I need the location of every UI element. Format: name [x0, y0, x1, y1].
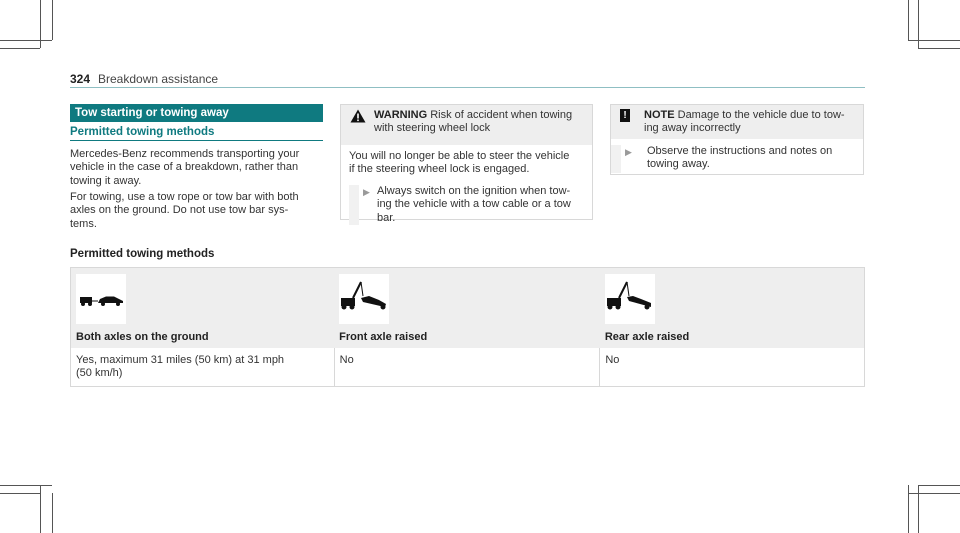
text-line: towing it away. — [70, 174, 142, 187]
crop-mark — [918, 485, 960, 486]
note-header — [611, 105, 863, 139]
crop-mark — [0, 485, 52, 486]
warning-label: WARNING — [374, 109, 428, 121]
text-line: (50 km/h) — [76, 366, 123, 379]
note-heading-text: Damage to the vehicle due to tow- — [677, 109, 845, 121]
text-line: tems. — [70, 217, 97, 230]
step-arrow-icon: ▶ — [363, 186, 370, 197]
warning-heading-line — [374, 109, 584, 122]
header-divider — [70, 87, 865, 88]
warning-heading-text: Risk of accident when towing — [430, 109, 573, 121]
warning-step — [349, 185, 584, 225]
note-box — [610, 104, 864, 175]
table-header-row — [71, 268, 865, 348]
crop-mark — [52, 493, 53, 533]
table-cell — [334, 348, 600, 387]
warning-triangle-icon — [350, 109, 366, 123]
section-subheading: Permitted towing methods — [70, 126, 215, 138]
table-header-cell — [600, 268, 865, 348]
table-cell — [600, 348, 865, 387]
method-label: Front axle raised — [339, 331, 428, 343]
note-step — [611, 139, 863, 172]
crop-mark — [0, 493, 40, 494]
method-label: Both axles on the ground — [76, 331, 209, 343]
note-exclamation-icon: ! — [620, 109, 630, 122]
text-line: if the steering wheel lock is engaged. — [349, 163, 530, 176]
warning-body — [341, 145, 592, 225]
note-heading-line: ing away incorrectly — [644, 122, 741, 135]
step-arrow-icon: ▶ — [625, 147, 632, 157]
crop-mark — [908, 0, 909, 40]
tow-truck-rear-raised-icon — [605, 274, 655, 324]
crop-mark — [908, 485, 909, 533]
note-heading-line — [644, 109, 855, 122]
subheading-divider — [70, 140, 323, 141]
crop-mark — [908, 40, 960, 41]
table-title: Permitted towing methods — [70, 248, 215, 260]
text-line: No — [339, 353, 354, 366]
table-row — [71, 348, 865, 387]
warning-box — [340, 104, 593, 224]
text-line: ing the vehicle with a tow cable or a tow — [377, 198, 571, 211]
warning-step-text — [349, 185, 584, 225]
crop-mark — [52, 0, 53, 40]
warning-heading-line: with steering wheel lock — [374, 122, 491, 135]
crop-mark — [908, 493, 960, 494]
text-line: axles on the ground. Do not use tow bar sys- — [70, 204, 289, 217]
crop-mark — [40, 485, 41, 533]
section-title: Tow starting or towing away — [70, 104, 323, 122]
warning-header — [341, 105, 592, 145]
crop-mark — [918, 48, 960, 49]
table-header-cell — [71, 268, 335, 348]
crop-mark — [0, 40, 52, 41]
crop-mark — [0, 48, 40, 49]
towing-paragraph — [70, 191, 323, 231]
table-header-cell — [334, 268, 600, 348]
text-line: bar. — [377, 211, 396, 224]
text-line: You will no longer be able to steer the vehicle — [349, 150, 570, 162]
text-line: Observe the instructions and notes on — [647, 145, 833, 157]
step-band — [349, 185, 359, 225]
header-title: Breakdown assistance — [98, 72, 219, 86]
tow-rope-icon — [76, 274, 126, 324]
text-line: towing away. — [647, 158, 710, 171]
page-number: 324 — [70, 72, 91, 86]
towing-methods-table — [70, 267, 865, 387]
text-line: vehicle in the case of a breakdown, rather than — [70, 161, 299, 174]
text-line: Yes, maximum 31 miles (50 km) at 31 mph — [76, 353, 285, 366]
note-label: NOTE — [644, 109, 675, 121]
intro-paragraph — [70, 148, 323, 188]
note-step-text — [619, 145, 855, 172]
step-band — [611, 145, 621, 173]
method-label: Rear axle raised — [604, 331, 690, 343]
text-line: Mercedes-Benz recommends transporting your — [70, 148, 300, 160]
text-line: No — [605, 353, 620, 366]
text-line: For towing, use a tow rope or tow bar with both — [70, 191, 299, 203]
tow-truck-front-raised-icon — [339, 274, 389, 324]
table-cell — [71, 348, 335, 387]
text-line: Always switch on the ignition when tow- — [377, 184, 571, 197]
